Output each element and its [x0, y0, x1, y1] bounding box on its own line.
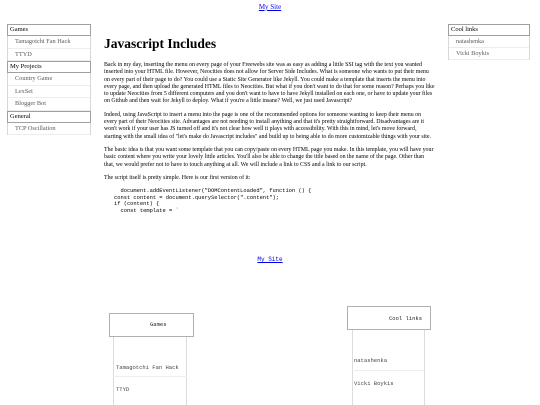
menu-section-games-list [7, 36, 91, 61]
left-menu [7, 24, 91, 135]
article-paragraph: Indeed, using JavaScript to insert a menu into the page is one of the recommended options for someone wanting to keep their menu on every part of their Neocities site. Advantages are not needing to install anything and that it's pretty straightforward. Disadvantages are it won't work if your user has JS turned off and it's not clear how well it plays with accessibility. With this in mind, let's move forward, starting with the small idea of "let's make do Javascript includes" and build up to being able to do more customizable things with your site. [104, 111, 432, 140]
menu-section-general-list [7, 123, 91, 136]
menu-section-games-header: Games [7, 24, 91, 36]
article-paragraph: The script itself is pretty simple. Here is our first version of it: [104, 174, 251, 181]
template-games-box [109, 313, 194, 337]
template-my-site-link[interactable]: My Site [257, 256, 283, 263]
my-site-link[interactable]: My Site [258, 3, 282, 11]
site-header [0, 3, 540, 11]
article-title: Javascript Includes [104, 36, 217, 51]
template-row-divider [113, 376, 187, 377]
template-site-header [0, 256, 540, 263]
template-row-divider [352, 370, 425, 371]
template-menu-item[interactable]: Tamagotchi Fan Hack [116, 364, 179, 371]
right-menu [448, 24, 530, 60]
article-paragraph: Back in my day, inserting the menu on every page of your Freewebs site was as easy as adding a little SSI tag with the text you wanted inserted into your HTML file. However, Neocities does not allow for Server Side Includes. What is someone who wants to put their menu on every part of their page to do? You could use a Static Site Generator like Jekyll. You could make a template that inserts the menu into every page, and then upload the generated HTML files to Neocities. But what if you don't want to do that for some reason? Perhaps you like to update Neocities from 5 different computers and you don't want to have to have Jekyll installed on each one, or have to update your files on Github and then wait for Jekyll to deploy. What if you're a little insane? Well, we just used Javascript? [104, 62, 435, 105]
template-menu-item[interactable]: TTYD [116, 386, 130, 393]
template-games-title: Games [150, 321, 167, 328]
code-block: document.addEventListener("DOMContentLoaded", function () { const content = document.querySelector(".content"); if (content) { const template = ` [114, 188, 312, 214]
template-left-divider [113, 336, 114, 405]
template-right-divider [352, 330, 353, 405]
menu-item-country-game[interactable]: Country Game [8, 73, 90, 86]
link-vicki-boykis[interactable]: Vicki Boykis [449, 48, 529, 60]
template-link-item[interactable]: Vicki Boykis [354, 380, 394, 387]
link-natashenka[interactable]: natashenka [449, 36, 529, 48]
menu-section-general-header: General [7, 111, 91, 123]
template-cool-links-box [347, 306, 431, 330]
menu-item-tcp-oscillation[interactable]: TCP Oscillation [8, 123, 90, 136]
cool-links-list [448, 36, 530, 60]
cool-links-header: Cool links [448, 24, 530, 36]
template-cool-links-title: Cool links [389, 315, 423, 322]
template-link-item[interactable]: natashenka [354, 357, 388, 364]
menu-item-ttyd[interactable]: TTYD [8, 49, 90, 62]
menu-section-projects-header: My Projects [7, 61, 91, 73]
menu-section-projects-list [7, 73, 91, 111]
template-right-divider [424, 330, 425, 405]
article [104, 36, 435, 214]
menu-item-lexset[interactable]: LexSet [8, 86, 90, 99]
article-paragraph: The basic idea is that you want some template that you can copy/paste on every HTML page you make. In this template, you will have your basic content where you write your lovely little articles. You'll also be able to change the title based on the name of the page. Other than that, we would prefer not to have to touch anything at all. We will include a link to CSS and a link to our script. [104, 146, 434, 168]
menu-item-blogger-bot[interactable]: Blogger Bot [8, 98, 90, 111]
menu-item-tamagotchi-fan-hack[interactable]: Tamagotchi Fan Hack [8, 36, 90, 49]
template-left-divider [186, 336, 187, 405]
